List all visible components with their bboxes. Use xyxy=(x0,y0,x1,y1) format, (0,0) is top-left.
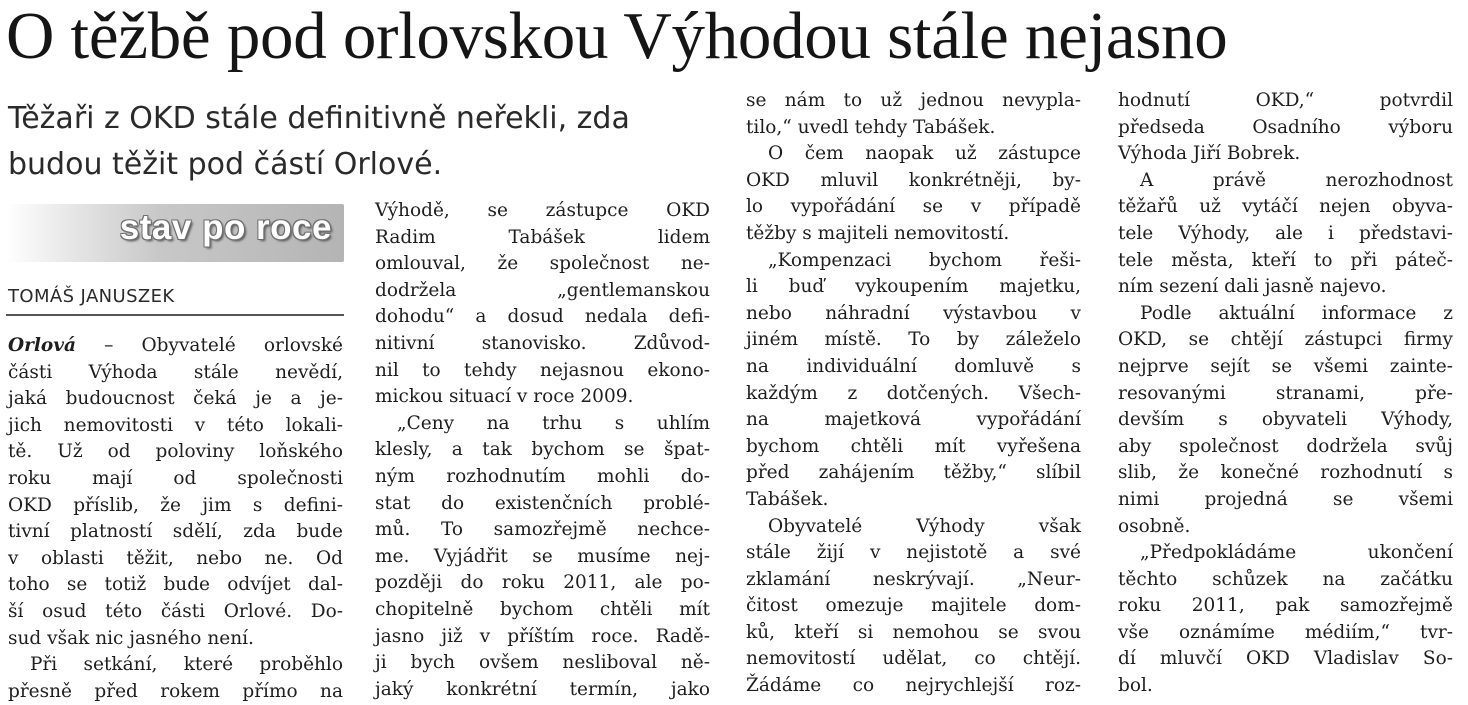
text-line: stále žijí v nejistotě a své xyxy=(746,542,1081,564)
text-line: roku 2011, pak samozřejmě xyxy=(1118,595,1453,617)
text-line: Výhodě, se zástupce OKD xyxy=(375,200,710,221)
text-line: – Obyvatelé orlovské xyxy=(75,335,343,356)
text-line: resovanými stranami, pře- xyxy=(1118,382,1453,404)
text-line: ným rozhodnutím mohli do- xyxy=(375,465,710,487)
author-byline: TOMÁŠ JANUSZEK xyxy=(8,286,175,307)
text-line: Při setkání, které proběhlo xyxy=(30,654,343,676)
text-line: roku mají od společnosti xyxy=(8,467,343,489)
text-line: jasno již v příštím roce. Radě- xyxy=(375,625,710,647)
text-line: li buď vykoupením majetku, xyxy=(746,276,1081,298)
paragraph xyxy=(746,88,1081,141)
text-line: OKD, se chtějí zástupci firmy xyxy=(1118,329,1453,351)
paragraph xyxy=(1118,168,1453,195)
paragraph xyxy=(1118,301,1453,328)
text-line: Výhoda Jiří Bobrek. xyxy=(1118,143,1301,165)
text-line: aby společnost dodržela svůj xyxy=(1118,435,1453,457)
text-line: tivní platností sdělí, zda bude xyxy=(8,521,343,543)
text-line: A právě nerozhodnost xyxy=(1140,169,1453,191)
section-badge xyxy=(6,204,344,262)
text-line: osobně. xyxy=(1118,515,1191,537)
dateline-place: Orlová xyxy=(8,335,76,356)
text-line: se nám to už jednou nevypla- xyxy=(746,90,1081,111)
paragraph xyxy=(1118,327,1453,540)
subheadline-line: Těžaři z OKD stále definitivně neřekli, zda xyxy=(8,101,630,136)
text-line: těžby s majiteli nemovitostí. xyxy=(746,222,1010,244)
text-line: tě. Už od poloviny loňského xyxy=(8,441,343,463)
text-line: „Ceny na trhu s uhlím xyxy=(397,412,710,434)
paragraph xyxy=(746,141,1081,168)
text-line: chopitelně bychom chtěli mít xyxy=(375,598,710,620)
text-line: mů. To samozřejmě nechce- xyxy=(375,519,710,541)
text-line: Tabášek. xyxy=(746,488,829,510)
subheadline-line: budou těžit pod částí Orlové. xyxy=(8,147,443,182)
text-line: me. Vyjádřit se musíme nej- xyxy=(375,545,710,567)
text-line: zklamání neskrývají. „Neur- xyxy=(746,568,1081,590)
text-line: OKD mluvil konkrétněji, by- xyxy=(746,169,1081,191)
text-line: ním sezení dali jasně najevo. xyxy=(1118,276,1387,298)
text-line: mickou situací v roce 2009. xyxy=(375,386,634,408)
text-line: čitost omezuje majitele dom- xyxy=(746,595,1081,617)
text-line: dí mluvčí OKD Vladislav So- xyxy=(1118,648,1453,670)
paragraph xyxy=(375,411,710,438)
text-line: tele města, kteří to při páteč- xyxy=(1118,249,1453,271)
paragraph xyxy=(1118,88,1453,168)
text-line: tilo,“ uvedl tehdy Tabášek. xyxy=(746,116,996,138)
text-line: každým z dotčených. Všech- xyxy=(746,382,1081,404)
text-line: stat do existenčních problé- xyxy=(375,492,710,514)
paragraph xyxy=(746,274,1081,513)
text-line: před zahájením těžby,“ slíbil xyxy=(746,462,1081,484)
paragraph xyxy=(8,679,343,705)
text-line: nitivní stanovisko. Zdůvod- xyxy=(375,332,710,354)
paragraph xyxy=(1118,194,1453,300)
text-line: Podle aktuální informace z xyxy=(1140,302,1453,324)
text-line: nil to tehdy nejasnou ekono- xyxy=(375,359,710,381)
article-column-1 xyxy=(8,333,343,705)
article-column-4 xyxy=(1118,88,1453,700)
paragraph xyxy=(375,198,710,411)
text-line: nimi projedná se všemi xyxy=(1118,488,1453,510)
paragraph xyxy=(746,540,1081,700)
text-line: přesně před rokem přímo na xyxy=(8,680,343,702)
text-line: „Předpokládáme ukončení xyxy=(1140,542,1453,564)
text-line: omlouval, že společnost ne- xyxy=(375,253,710,275)
text-line: bychom chtěli mít vyřešena xyxy=(746,435,1081,457)
subheadline xyxy=(8,96,708,188)
paragraph xyxy=(746,514,1081,541)
text-line: „Kompenzaci bychom řeši- xyxy=(768,249,1081,271)
text-line: jaká budoucnost čeká je a je- xyxy=(8,388,343,410)
text-line: bol. xyxy=(1118,675,1153,697)
text-line: slib, že konečné rozhodnutí s xyxy=(1118,462,1453,484)
paragraph xyxy=(1118,567,1453,700)
paragraph xyxy=(746,168,1081,248)
article-column-3 xyxy=(746,88,1081,700)
text-line: v oblasti těžit, nebo ne. Od xyxy=(8,547,343,569)
text-line: ji bych ovšem nesliboval ně- xyxy=(375,652,710,674)
text-line: OKD příslib, že jim s defini- xyxy=(8,494,343,516)
article-column-2 xyxy=(375,198,710,703)
paragraph xyxy=(1118,540,1453,567)
text-line: jaký konkrétní termín, jako xyxy=(375,678,710,700)
text-line: hodnutí OKD,“ potvrdil xyxy=(1118,90,1453,111)
text-line: devším s obyvateli Výhody, xyxy=(1118,409,1453,431)
text-line: na majetková vypořádání xyxy=(746,409,1081,431)
text-line: těchto schůzek na začátku xyxy=(1118,568,1453,590)
headline: O těžbě pod orlovskou Výhodou stále nejasno xyxy=(6,0,1228,73)
byline-divider xyxy=(6,314,344,316)
text-line: Obyvatelé Výhody však xyxy=(768,515,1081,537)
text-line: tele Výhody, ale i představi- xyxy=(1118,222,1453,244)
text-line: nemovitostí udělat, co chtějí. xyxy=(746,648,1081,670)
text-line: dodržela „gentlemanskou xyxy=(375,279,710,301)
text-line: O čem naopak už zástupce xyxy=(768,143,1081,165)
text-line: vše oznámíme médiím,“ tvr- xyxy=(1118,621,1453,643)
text-line: lo vypořádání se v případě xyxy=(746,196,1081,218)
text-line: ší osud této části Orlové. Do- xyxy=(8,600,343,622)
text-line: nejprve sejít se všemi zainte- xyxy=(1118,355,1453,377)
text-line: nebo náhradní výstavbou v xyxy=(746,302,1081,324)
text-line: jich nemovitosti v této lokali- xyxy=(8,414,343,436)
text-line: klesly, a tak bychom se špat- xyxy=(375,439,710,461)
paragraph xyxy=(375,437,710,703)
paragraph xyxy=(746,248,1081,275)
text-line: části Výhoda stále nevědí, xyxy=(8,361,343,383)
paragraph xyxy=(8,333,343,652)
text-line: jiném místě. To by záleželo xyxy=(746,329,1081,351)
text-line: dohodu“ a dosud nedala defi- xyxy=(375,306,710,328)
text-line: předseda Osadního výboru xyxy=(1118,116,1453,138)
text-line: ků, kteří si nemohou se svou xyxy=(746,621,1081,643)
paragraph xyxy=(8,652,343,679)
section-badge-label: stav po roce xyxy=(119,208,332,247)
text-line: Žádáme co nejrychlejší roz- xyxy=(746,675,1081,697)
text-line: toho se totiž bude odvíjet dal- xyxy=(8,574,343,596)
text-line: později do roku 2011, ale po- xyxy=(375,572,710,594)
text-line: na individuální domluvě s xyxy=(746,355,1081,377)
text-line: sud však nic jasného není. xyxy=(8,627,254,649)
text-line: Radim Tabášek lidem xyxy=(375,226,710,248)
text-line: těžařů už vytáčí nejen obyva- xyxy=(1118,196,1453,218)
